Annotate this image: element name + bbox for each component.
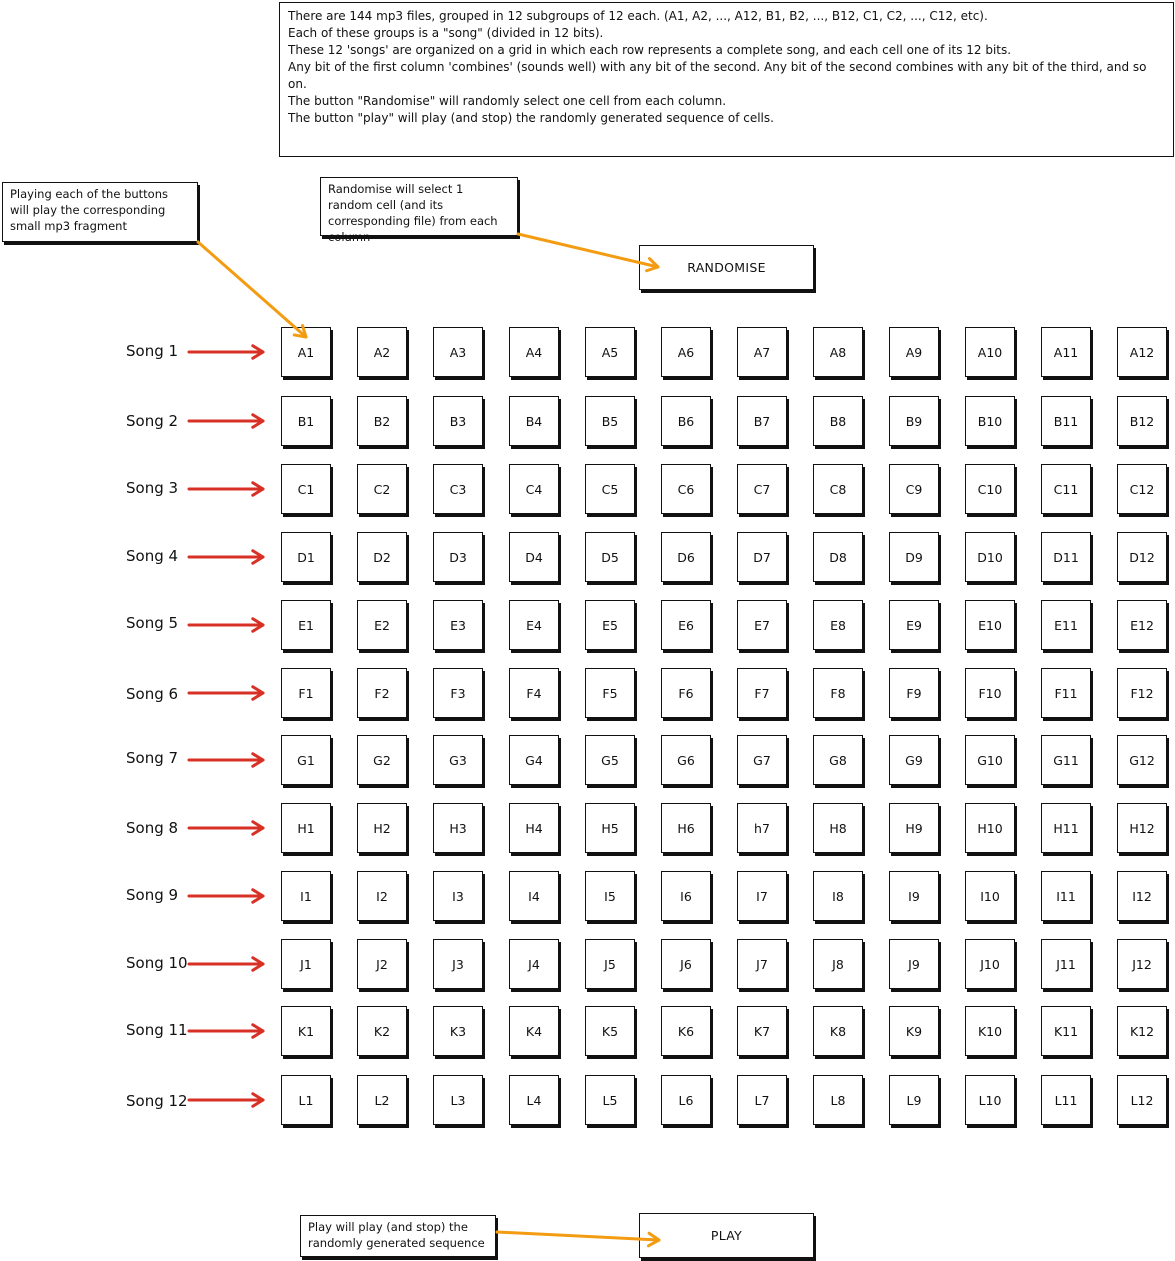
cell-button-e6[interactable]: E6 xyxy=(661,600,711,650)
cell-button-h6[interactable]: H6 xyxy=(661,803,711,853)
description-line: Each of these groups is a "song" (divided in 12 bits). xyxy=(288,26,604,40)
song-arrow xyxy=(189,687,263,700)
cell-button-f2[interactable]: F2 xyxy=(357,668,407,718)
cell-button-a7[interactable]: A7 xyxy=(737,327,787,377)
cell-button-i10[interactable]: I10 xyxy=(965,871,1015,921)
cell-button-a6[interactable]: A6 xyxy=(661,327,711,377)
cell-button-l5[interactable]: L5 xyxy=(585,1075,635,1125)
cell-button-i12[interactable]: I12 xyxy=(1117,871,1167,921)
cell-button-l4[interactable]: L4 xyxy=(509,1075,559,1125)
cell-button-a9[interactable]: A9 xyxy=(889,327,939,377)
cell-button-b2[interactable]: B2 xyxy=(357,396,407,446)
cell-button-j1[interactable]: J1 xyxy=(281,939,331,989)
cell-button-f9[interactable]: F9 xyxy=(889,668,939,718)
cell-button-g3[interactable]: G3 xyxy=(433,735,483,785)
cell-button-d8[interactable]: D8 xyxy=(813,532,863,582)
cell-button-j9[interactable]: J9 xyxy=(889,939,939,989)
cell-button-a2[interactable]: A2 xyxy=(357,327,407,377)
cell-button-h1[interactable]: H1 xyxy=(281,803,331,853)
cell-button-f11[interactable]: F11 xyxy=(1041,668,1091,718)
randomise-note: Randomise will select 1 random cell (and its corresponding file) from each column xyxy=(320,177,518,236)
cell-button-h8[interactable]: H8 xyxy=(813,803,863,853)
cell-button-h9[interactable]: H9 xyxy=(889,803,939,853)
description-panel xyxy=(279,2,1174,157)
cell-button-b8[interactable]: B8 xyxy=(813,396,863,446)
cell-button-e4[interactable]: E4 xyxy=(509,600,559,650)
cell-button-c12[interactable]: C12 xyxy=(1117,464,1167,514)
cell-button-c11[interactable]: C11 xyxy=(1041,464,1091,514)
cell-button-j12[interactable]: J12 xyxy=(1117,939,1167,989)
song-arrow xyxy=(189,1094,263,1107)
cell-button-b10[interactable]: B10 xyxy=(965,396,1015,446)
cell-button-c7[interactable]: C7 xyxy=(737,464,787,514)
cell-button-g12[interactable]: G12 xyxy=(1117,735,1167,785)
description-line: Any bit of the first column 'combines' (sounds well) with any bit of the second. Any bit of the second combines with any bit of the third, and so on. xyxy=(288,60,1147,91)
song-label: Song 12 xyxy=(126,1092,188,1110)
cell-button-d10[interactable]: D10 xyxy=(965,532,1015,582)
cell-button-f8[interactable]: F8 xyxy=(813,668,863,718)
randomise-arrow xyxy=(518,234,658,271)
cell-button-g6[interactable]: G6 xyxy=(661,735,711,785)
cell-button-d2[interactable]: D2 xyxy=(357,532,407,582)
cell-button-k8[interactable]: K8 xyxy=(813,1006,863,1056)
cell-button-h3[interactable]: H3 xyxy=(433,803,483,853)
cell-button-k4[interactable]: K4 xyxy=(509,1006,559,1056)
cell-button-j2[interactable]: J2 xyxy=(357,939,407,989)
cell-button-b7[interactable]: B7 xyxy=(737,396,787,446)
cell-button-c3[interactable]: C3 xyxy=(433,464,483,514)
song-arrow xyxy=(189,958,263,971)
cell-button-i2[interactable]: I2 xyxy=(357,871,407,921)
cell-button-c5[interactable]: C5 xyxy=(585,464,635,514)
cell-button-e9[interactable]: E9 xyxy=(889,600,939,650)
cell-button-h2[interactable]: H2 xyxy=(357,803,407,853)
cell-button-i3[interactable]: I3 xyxy=(433,871,483,921)
cell-button-k3[interactable]: K3 xyxy=(433,1006,483,1056)
cell-button-d5[interactable]: D5 xyxy=(585,532,635,582)
cell-button-b1[interactable]: B1 xyxy=(281,396,331,446)
play-button[interactable]: PLAY xyxy=(639,1213,814,1258)
cell-button-e1[interactable]: E1 xyxy=(281,600,331,650)
cell-button-f10[interactable]: F10 xyxy=(965,668,1015,718)
song-arrow xyxy=(189,754,263,767)
description-line: The button "Randomise" will randomly select one cell from each column. xyxy=(288,94,727,108)
cell-button-j5[interactable]: J5 xyxy=(585,939,635,989)
cell-button-c9[interactable]: C9 xyxy=(889,464,939,514)
song-label: Song 11 xyxy=(126,1021,188,1039)
cell-button-i9[interactable]: I9 xyxy=(889,871,939,921)
cell-button-d9[interactable]: D9 xyxy=(889,532,939,582)
cell-button-g5[interactable]: G5 xyxy=(585,735,635,785)
cell-button-i4[interactable]: I4 xyxy=(509,871,559,921)
cell-button-g8[interactable]: G8 xyxy=(813,735,863,785)
cell-button-g10[interactable]: G10 xyxy=(965,735,1015,785)
song-label: Song 10 xyxy=(126,954,188,972)
cell-button-a3[interactable]: A3 xyxy=(433,327,483,377)
cell-button-k5[interactable]: K5 xyxy=(585,1006,635,1056)
cell-button-e11[interactable]: E11 xyxy=(1041,600,1091,650)
description-line: There are 144 mp3 files, grouped in 12 subgroups of 12 each. (A1, A2, ..., A12, B1, B2, ..., B12, C1, C2, ..., C12, etc). xyxy=(288,9,988,23)
cell-button-g7[interactable]: G7 xyxy=(737,735,787,785)
cell-button-h12[interactable]: H12 xyxy=(1117,803,1167,853)
cell-button-h10[interactable]: H10 xyxy=(965,803,1015,853)
song-label: Song 7 xyxy=(126,749,179,767)
cell-button-l9[interactable]: L9 xyxy=(889,1075,939,1125)
cell-button-f12[interactable]: F12 xyxy=(1117,668,1167,718)
cell-button-j8[interactable]: J8 xyxy=(813,939,863,989)
cell-button-c4[interactable]: C4 xyxy=(509,464,559,514)
cell-button-g4[interactable]: G4 xyxy=(509,735,559,785)
cell-button-e7[interactable]: E7 xyxy=(737,600,787,650)
cell-button-b12[interactable]: B12 xyxy=(1117,396,1167,446)
cell-button-a12[interactable]: A12 xyxy=(1117,327,1167,377)
cell-button-k10[interactable]: K10 xyxy=(965,1006,1015,1056)
song-arrow xyxy=(189,1025,263,1038)
cell-button-b3[interactable]: B3 xyxy=(433,396,483,446)
cell-button-l10[interactable]: L10 xyxy=(965,1075,1015,1125)
cell-button-g2[interactable]: G2 xyxy=(357,735,407,785)
randomise-button[interactable]: RANDOMISE xyxy=(639,245,814,290)
song-label: Song 4 xyxy=(126,547,179,565)
cell-button-d12[interactable]: D12 xyxy=(1117,532,1167,582)
cell-button-f4[interactable]: F4 xyxy=(509,668,559,718)
cell-button-j10[interactable]: J10 xyxy=(965,939,1015,989)
cell-button-l2[interactable]: L2 xyxy=(357,1075,407,1125)
song-arrow xyxy=(189,415,263,428)
cell-button-c2[interactable]: C2 xyxy=(357,464,407,514)
song-arrow xyxy=(189,551,263,564)
song-label: Song 1 xyxy=(126,342,179,360)
cell-button-e5[interactable]: E5 xyxy=(585,600,635,650)
song-label: Song 8 xyxy=(126,819,179,837)
cell-button-l6[interactable]: L6 xyxy=(661,1075,711,1125)
play-note: Play will play (and stop) the randomly generated sequence xyxy=(300,1215,496,1257)
cell-button-a10[interactable]: A10 xyxy=(965,327,1015,377)
song-label: Song 3 xyxy=(126,479,179,497)
cell-button-h4[interactable]: H4 xyxy=(509,803,559,853)
cell-button-i1[interactable]: I1 xyxy=(281,871,331,921)
cell-button-i5[interactable]: I5 xyxy=(585,871,635,921)
cell-button-f7[interactable]: F7 xyxy=(737,668,787,718)
cell-button-a4[interactable]: A4 xyxy=(509,327,559,377)
cell-button-d1[interactable]: D1 xyxy=(281,532,331,582)
cell-button-c8[interactable]: C8 xyxy=(813,464,863,514)
cell-button-k9[interactable]: K9 xyxy=(889,1006,939,1056)
cell-button-j4[interactable]: J4 xyxy=(509,939,559,989)
cell-button-g11[interactable]: G11 xyxy=(1041,735,1091,785)
cell-button-d7[interactable]: D7 xyxy=(737,532,787,582)
cell-button-i11[interactable]: I11 xyxy=(1041,871,1091,921)
cell-button-d3[interactable]: D3 xyxy=(433,532,483,582)
cell-button-j7[interactable]: J7 xyxy=(737,939,787,989)
cell-button-f3[interactable]: F3 xyxy=(433,668,483,718)
cell-button-e3[interactable]: E3 xyxy=(433,600,483,650)
cell-button-l11[interactable]: L11 xyxy=(1041,1075,1091,1125)
cell-button-l3[interactable]: L3 xyxy=(433,1075,483,1125)
cell-button-k11[interactable]: K11 xyxy=(1041,1006,1091,1056)
cell-button-d11[interactable]: D11 xyxy=(1041,532,1091,582)
cell-button-k12[interactable]: K12 xyxy=(1117,1006,1167,1056)
cell-button-f6[interactable]: F6 xyxy=(661,668,711,718)
cell-button-b11[interactable]: B11 xyxy=(1041,396,1091,446)
cell-button-h5[interactable]: H5 xyxy=(585,803,635,853)
cell-button-l1[interactable]: L1 xyxy=(281,1075,331,1125)
song-label: Song 5 xyxy=(126,614,179,632)
cell-button-f1[interactable]: F1 xyxy=(281,668,331,718)
cell-button-e2[interactable]: E2 xyxy=(357,600,407,650)
cell-button-i6[interactable]: I6 xyxy=(661,871,711,921)
cell-button-j6[interactable]: J6 xyxy=(661,939,711,989)
song-label: Song 2 xyxy=(126,412,179,430)
cell-button-e10[interactable]: E10 xyxy=(965,600,1015,650)
description-line: The button "play" will play (and stop) the randomly generated sequence of cells. xyxy=(288,111,774,125)
buttons-note: Playing each of the buttons will play the corresponding small mp3 fragment xyxy=(2,182,198,242)
cell-button-l12[interactable]: L12 xyxy=(1117,1075,1167,1125)
cell-button-g9[interactable]: G9 xyxy=(889,735,939,785)
cell-button-c6[interactable]: C6 xyxy=(661,464,711,514)
song-label: Song 9 xyxy=(126,886,179,904)
cell-button-h7[interactable]: h7 xyxy=(737,803,787,853)
cell-button-a8[interactable]: A8 xyxy=(813,327,863,377)
cell-button-c1[interactable]: C1 xyxy=(281,464,331,514)
cell-button-g1[interactable]: G1 xyxy=(281,735,331,785)
cell-button-h11[interactable]: H11 xyxy=(1041,803,1091,853)
cell-button-c10[interactable]: C10 xyxy=(965,464,1015,514)
cell-button-f5[interactable]: F5 xyxy=(585,668,635,718)
cell-button-d6[interactable]: D6 xyxy=(661,532,711,582)
cell-button-j3[interactable]: J3 xyxy=(433,939,483,989)
cell-button-k1[interactable]: K1 xyxy=(281,1006,331,1056)
cell-button-b5[interactable]: B5 xyxy=(585,396,635,446)
cell-button-a11[interactable]: A11 xyxy=(1041,327,1091,377)
cell-button-i8[interactable]: I8 xyxy=(813,871,863,921)
cell-button-e12[interactable]: E12 xyxy=(1117,600,1167,650)
play-arrow xyxy=(497,1232,659,1246)
cell-button-j11[interactable]: J11 xyxy=(1041,939,1091,989)
cell-button-d4[interactable]: D4 xyxy=(509,532,559,582)
cell-button-e8[interactable]: E8 xyxy=(813,600,863,650)
cell-button-l7[interactable]: L7 xyxy=(737,1075,787,1125)
cell-button-a1[interactable]: A1 xyxy=(281,327,331,377)
cell-button-k2[interactable]: K2 xyxy=(357,1006,407,1056)
cell-button-a5[interactable]: A5 xyxy=(585,327,635,377)
song-arrow xyxy=(189,822,263,835)
cell-button-k6[interactable]: K6 xyxy=(661,1006,711,1056)
cell-button-l8[interactable]: L8 xyxy=(813,1075,863,1125)
cell-button-k7[interactable]: K7 xyxy=(737,1006,787,1056)
buttons-note-arrow xyxy=(198,242,306,337)
cell-button-b6[interactable]: B6 xyxy=(661,396,711,446)
cell-button-i7[interactable]: I7 xyxy=(737,871,787,921)
song-arrow xyxy=(189,483,263,496)
song-arrow xyxy=(189,346,263,359)
cell-button-b9[interactable]: B9 xyxy=(889,396,939,446)
cell-button-b4[interactable]: B4 xyxy=(509,396,559,446)
description-line: These 12 'songs' are organized on a grid in which each row represents a complete song, and each cell one of its 12 bits. xyxy=(288,43,1012,57)
song-arrow xyxy=(189,890,263,903)
song-arrow xyxy=(189,619,263,632)
song-label: Song 6 xyxy=(126,685,179,703)
